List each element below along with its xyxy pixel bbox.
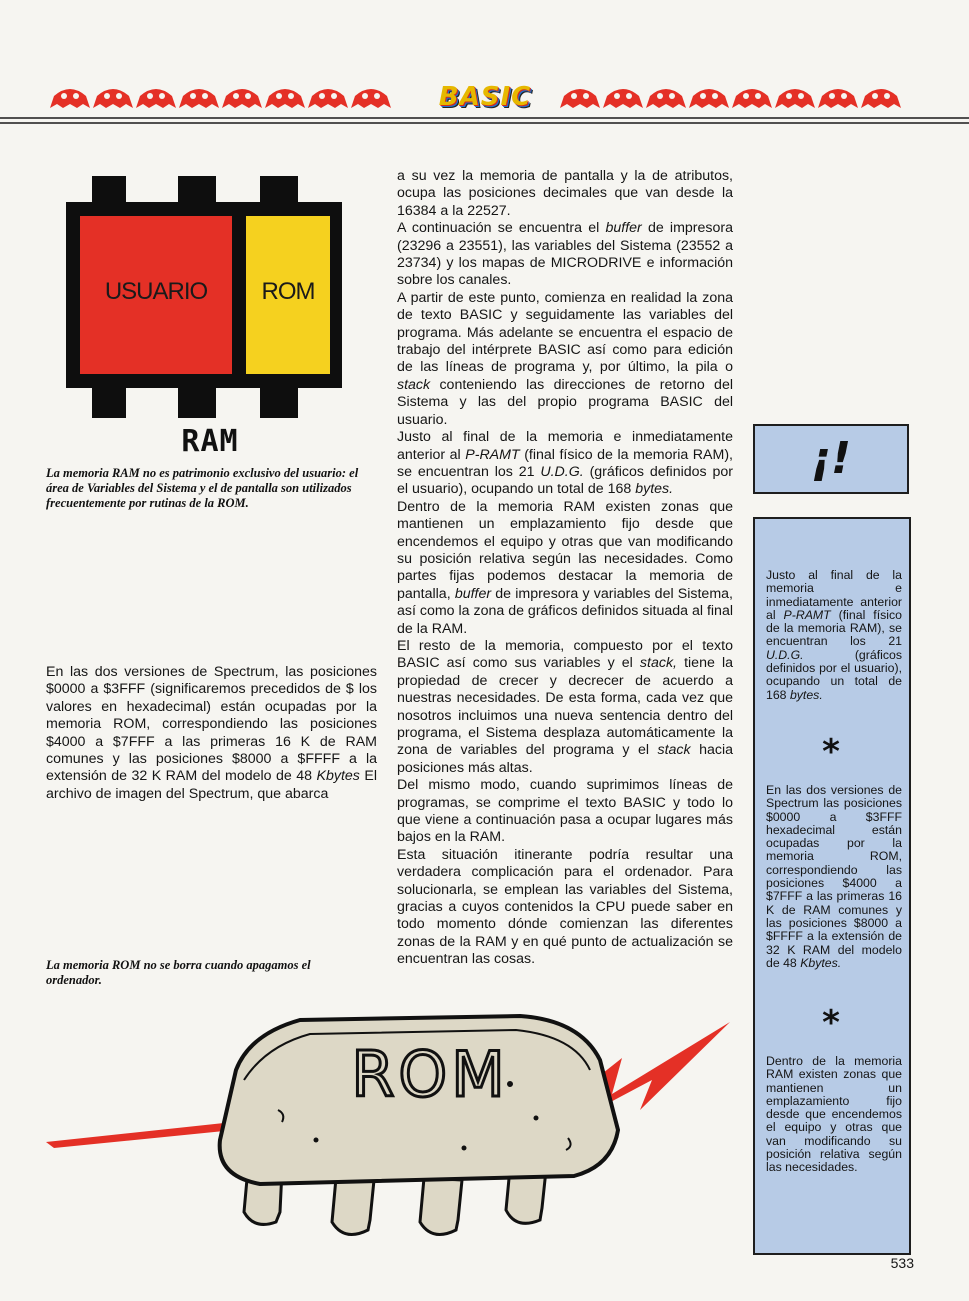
space-invader-icon (732, 89, 772, 108)
paragraph: a su vez la memoria de pantalla y la de atributos, ocupa las posiciones decimales que van desde la 16384 a la 22527. (397, 168, 733, 219)
space-invader-icon (646, 89, 686, 108)
space-invader-icon (136, 89, 176, 108)
sidebar-note-3: Dentro de la memoria RAM existen zonas que mantienen un emplazamiento fijo desde que encendemos el equipo y otras que van modificando su posición relativa según las necesidades. (766, 1054, 902, 1175)
space-invader-icon (93, 89, 133, 108)
left-column-text: En las dos versiones de Spectrum, las posiciones $0000 a $3FFF (significaremos precedidos de $ los valores en hexadecimal) están ocupadas por la memoria ROM, correspondiendo las posiciones $4000 a $7FFF a las primeras 16 K de RAM comunes y las posiciones $8000 a $FFFF a la extensión de 32 K RAM del modelo de 48 Kbytes El archivo de imagen del Spectrum, que abarca (46, 664, 377, 802)
middle-column-text (397, 168, 733, 969)
exclaim-mark: ¡! (810, 433, 852, 484)
space-invader-icon (179, 89, 219, 108)
space-invader-icon (861, 89, 901, 108)
space-invader-icon (222, 89, 262, 108)
paragraph: A partir de este punto, comienza en realidad la zona de texto BASIC y seguidamente las variables del programa. Más adelante se encuentra el espacio de trabajo del intérprete BASIC así como para edición de las líneas de programa y, por último, la pila o stack conteniendo las direcciones de retorno del Sistema y las del propio programa BASIC del usuario. (397, 289, 733, 428)
space-invader-icon (50, 89, 90, 108)
space-invader-icon (265, 89, 305, 108)
sidebar-note-2: En las dos versiones de Spectrum las posiciones $0000 a $3FFF hexadecimal están ocupadas por la memoria ROM, correspondiendo las posiciones $4000 a $7FFF a las primeras 16 K de RAM comunes y las posiciones $8000 a $FFFF a la extensión de 32 K RAM del modelo de 48 Kbytes. (766, 783, 902, 970)
paragraph: Del mismo modo, cuando suprimimos líneas de programas, se comprime el texto BASIC y todo lo que viene a continuación pasa a ocupar lugares más bajos en la RAM. (397, 777, 733, 846)
usuario-cell-label: USUARIO (104, 278, 208, 305)
paragraph: Esta situación itinerante podría resultar una verdadera complicación para el ordenador. Para solucionarla, se emplean las variables del Sistema, gracias a cuyos contenidos la CPU puede saber en todo momento dónde comienzan las diferentes zonas de la RAM y en qué punto de actualización se encuentran las cosas. (397, 846, 733, 968)
asterisk-separator: * (822, 1003, 840, 1043)
space-invader-icon (689, 89, 729, 108)
rom-chip-label: ROM (351, 1038, 509, 1111)
space-invader-icon (603, 89, 643, 108)
ram-label: RAM (181, 424, 239, 459)
space-invader-icon (775, 89, 815, 108)
space-invader-icon (351, 89, 391, 108)
rom-cell-label: ROM (261, 278, 315, 305)
paragraph: El resto de la memoria, compuesto por el texto BASIC así como sus variables y el stack, tiene la propiedad de crecer y decrecer de acuerdo a nuestras necesidades. De esta forma, cada vez que nosotros incluimos una nueva sentencia dentro del programa, el Sistema desplaza automáticamente la zona de variables del programa y el stack hacia posiciones más altas. (397, 637, 733, 776)
space-invader-icon (560, 89, 600, 108)
space-invader-icon (818, 89, 858, 108)
paragraph: Justo al final de la memoria e inmediatamente anterior al P-RAMT (final físico de la memoria RAM), se encuentran los 21 U.D.G. (gráficos definidos por el usuario), ocupando un total de 168 bytes. (397, 429, 734, 498)
paragraph: Dentro de la memoria RAM existen zonas que mantienen un emplazamiento fijo desde que encendemos el equipo y otras que van modificando su posición relativa según las necesidades. Como partes fijas podemos destacar la memoria de pantalla, buffer de impresora y variables del Sistema, así como la zona de gráficos definidos situada al final de la RAM. (397, 498, 733, 637)
paragraph: A continuación se encuentra el buffer de impresora (23296 a 23551), las variables del Sistema (23552 a 23734) y los mapas de MICRODRIVE e información sobre los canales. (397, 220, 733, 289)
page-number: 533 (890, 1255, 914, 1271)
space-invader-row-right (560, 89, 901, 108)
ram-caption: La memoria RAM no es patrimonio exclusivo del usuario: el área de Variables del Sistema y el de pantalla son utilizados frecuentemente por rutinas de la ROM. (46, 466, 359, 510)
asterisk-separator: * (822, 732, 840, 772)
space-invader-icon (308, 89, 348, 108)
section-title: BASIC (438, 82, 532, 112)
rom-chip-illustration (40, 1000, 730, 1250)
space-invader-row-left (50, 89, 391, 108)
ram-memory-diagram (60, 172, 350, 422)
rom-caption: La memoria ROM no se borra cuando apagamos el ordenador. (46, 958, 311, 987)
sidebar-note-1: Justo al final de la memoria e inmediatamente anterior al P-RAMT (final físico de la memoria RAM), se encuentran los 21 U.D.G. (gráficos definidos por el usuario), ocupando un total de 168 bytes. (766, 568, 902, 702)
